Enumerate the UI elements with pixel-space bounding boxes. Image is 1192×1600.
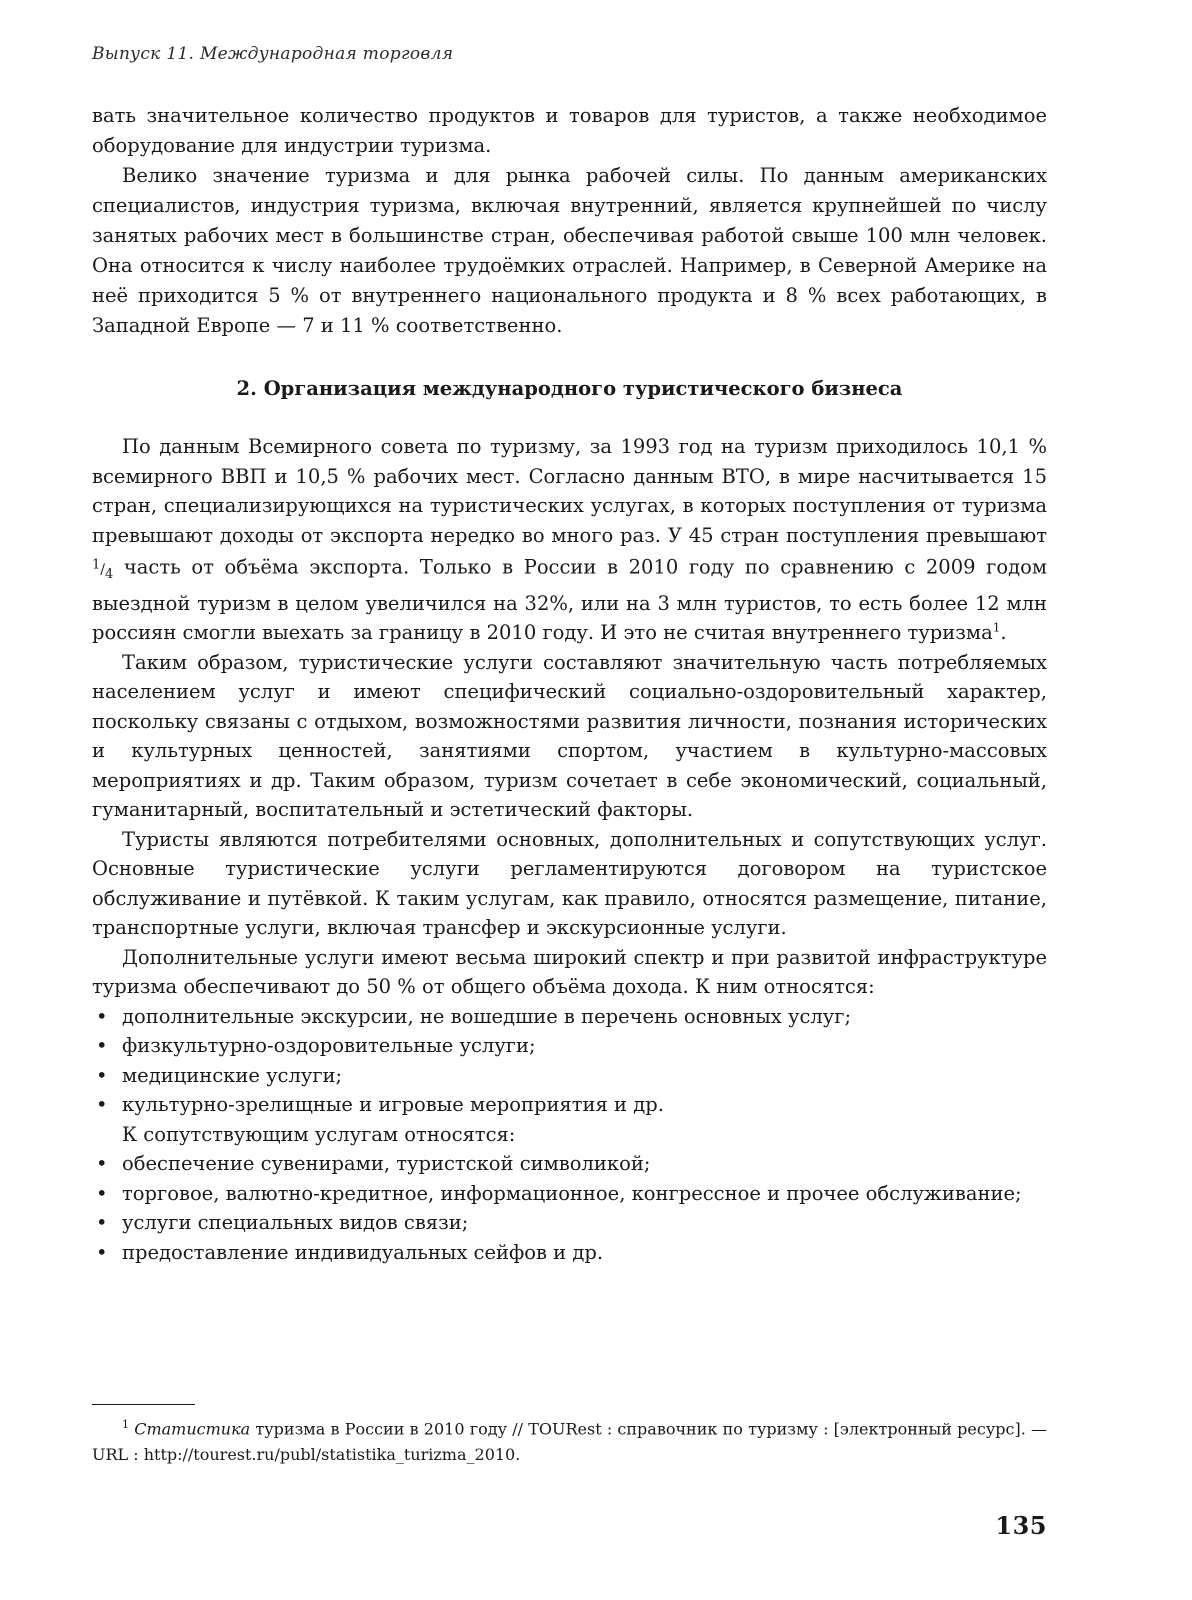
list-item [92, 1179, 1047, 1209]
running-header: Выпуск 11. Международная торговля [92, 44, 454, 64]
page-number: 135 [995, 1511, 1047, 1540]
bullet-icon: • [96, 1181, 108, 1205]
list-item [92, 1208, 1047, 1238]
list-item [92, 1031, 1047, 1061]
list-item-text: предоставление индивидуальных сейфов и др. [122, 1240, 604, 1264]
footnote-divider [92, 1404, 195, 1405]
paragraph-part-a: По данным Всемирного совета по туризму, за 1993 год на туризм приходилось 10,1 % всемирного ВВП и 10,5 % рабочих мест. Согласно данным ВТО, в мире насчитывается 15 стран, специализирующихся на туристических услугах, в которых поступления от туризма превышают доходы от экспорта нередко во много раз. У 45 стран поступления превышают [92, 435, 1047, 547]
list-item-text: услуги специальных видов связи; [122, 1211, 469, 1235]
bullet-icon: • [96, 1004, 108, 1028]
list-item [92, 1238, 1047, 1268]
paragraph-wttc-statistics [92, 432, 1047, 648]
section-heading: 2. Организация международного туристического бизнеса [236, 377, 903, 400]
bullet-icon: • [96, 1240, 108, 1264]
list-item [92, 1061, 1047, 1091]
fraction-numerator: 1 [92, 557, 101, 572]
bullet-icon: • [96, 1093, 108, 1117]
list-item-text: физкультурно-оздоровительные услуги; [122, 1034, 536, 1058]
list-item [92, 1090, 1047, 1120]
fraction-one-quarter: $^1/_4$ [92, 557, 114, 582]
footnote-reference: 1 [992, 620, 1001, 635]
list-item-text: обеспечение сувенирами, туристской символикой; [122, 1152, 651, 1176]
intro-paragraph-labor-market: Велико значение туризма и для рынка рабочей силы. По данным американских специалистов, индустрия туризма, включая внутренний, является крупнейшей по числу занятых рабочих мест в большинстве стран, обеспечивая работой свыше 100 млн человек. Она относится к числу наиболее трудоёмких отраслей. Например, в Северной Америке на неё приходится 5 % от внутреннего национального продукта и 8 % всех работающих, в Западной Европе — 7 и 11 % соответственно. [92, 164, 1047, 337]
document-page [92, 0, 1047, 1600]
list-item-text: медицинские услуги; [122, 1063, 343, 1087]
paragraph-basic-services: Туристы являются потребителями основных, дополнительных и сопутствующих услуг. Основные туристические услуги регламентируются договором на туристское обслуживание и путёвкой. К таким услугам, как правило, относятся размещение, питание, транспортные услуги, включая трансфер и экскурсионные услуги. [92, 827, 1047, 940]
additional-services-list [92, 1002, 1047, 1120]
bullet-icon: • [96, 1211, 108, 1235]
paragraph-part-b: часть от объёма экспорта. Только в России в 2010 году по сравнению с 2009 годом выездной туризм в целом увеличился на 32%, или на 3 млн туристов, то есть более 12 млн россиян смогли выехать за границу в 2010 году. И это не считая внутреннего туризма [92, 555, 1048, 645]
related-services-list [92, 1149, 1047, 1267]
paragraph-end: . [1000, 621, 1007, 645]
bullet-icon: • [96, 1034, 108, 1058]
list-item-text: торговое, валютно-кредитное, информационное, конгрессное и прочее обслуживание; [122, 1181, 1022, 1205]
fraction-denominator: 4 [105, 566, 114, 582]
list-item-text: культурно-зрелищные и игровые мероприятия и др. [122, 1093, 664, 1117]
bullet-icon: • [96, 1063, 108, 1087]
footnote-italic-word: Статистика [134, 1419, 251, 1439]
paragraph-additional-services: Дополнительные услуги имеют весьма широкий спектр и при развитой инфраструктуре туризма обеспечивают до 50 % от общего объёма дохода. К ним относятся: [92, 945, 1047, 999]
paragraph-related-services: К сопутствующим услугам относятся: [122, 1122, 516, 1146]
paragraph-services-character: Таким образом, туристические услуги составляют значительную часть потребляемых населением услуг и имеют специфический социально-оздоровительный характер, поскольку связаны с отдыхом, возможностями развития личности, познания исторических и культурных ценностей, занятиями спортом, участием в культурно-массовых мероприятиях и др. Таким образом, туризм сочетает в себе экономический, социальный, гуманитарный, воспитательный и эстетический факторы. [92, 650, 1047, 822]
footnote [92, 1412, 1047, 1468]
footnote-text: туризма в России в 2010 году // TOURest : справочник по туризму : [электронный ресурс]. — URL : http://tourest.ru/publ/statistika_turizma_2010. [92, 1419, 1047, 1465]
bullet-icon: • [96, 1152, 108, 1176]
intro-paragraph-continued: вать значительное количество продуктов и товаров для туристов, а также необходимое оборудование для индустрии туризма. [92, 104, 1047, 157]
list-item [92, 1149, 1047, 1179]
section-body [92, 432, 1047, 1267]
list-item [92, 1002, 1047, 1032]
intro-text [92, 101, 1047, 341]
list-item-text: дополнительные экскурсии, не вошедшие в перечень основных услуг; [122, 1004, 852, 1028]
footnote-marker: 1 [122, 1418, 129, 1431]
